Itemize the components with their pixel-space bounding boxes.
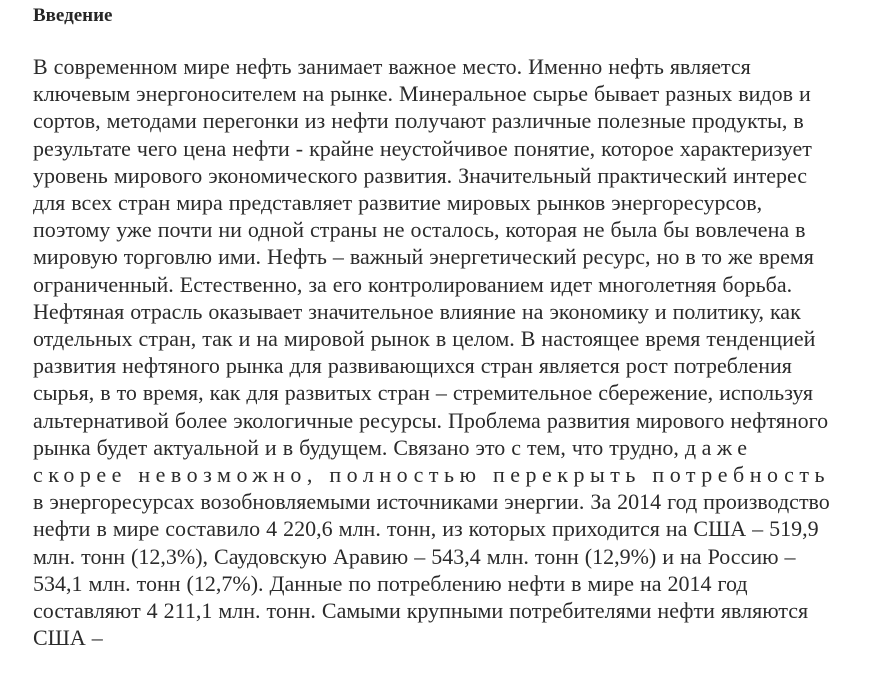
document-page	[33, 0, 843, 651]
section-heading: Введение	[33, 5, 113, 26]
paragraph-spaced-text: даже скорее невозможно, полностью перекрыть потребность	[33, 434, 830, 488]
paragraph-text-part-2: в энергоресурсах возобновляемыми источниками энергии. За 2014 год производство нефти в мире составило 4 220,6 млн. тонн, из которых приходится на США – 519,9 млн. тонн (12,3%), Саудовскую Аравию – 543,4 млн. тонн (12,9%) и на Россию – 534,1 млн. тонн (12,7%). Данные по потреблению нефти в мире на 2014 год составляют 4 211,1 млн. тонн. Самыми крупными потребителями нефти являются США –	[33, 489, 830, 651]
intro-paragraph	[33, 53, 843, 651]
paragraph-text-part-1: В современном мире нефть занимает важное место. Именно нефть является ключевым энергоносителем на рынке. Минеральное сырье бывает разных видов и сортов, методами перегонки из нефти получают различные полезные продукты, в результате чего цена нефти - крайне неустойчивое понятие, которое характеризует уровень мирового экономического развития. Значительный практический интерес для всех стран мира представляет развитие мировых рынков энергоресурсов, поэтому уже почти ни одной страны не осталось, которая не была бы вовлечена в мировую торговлю ими. Нефть – важный энергетический ресурс, но в то же время ограниченный. Естественно, за его контролированием идет многолетняя борьба. Нефтяная отрасль оказывает значительное влияние на экономику и политику, как отдельных стран, так и на мировой рынок в целом. В настоящее время тенденцией развития нефтяного рынка для развивающихся стран является рост потребления сырья, в то время, как для развитых стран – стремительное сбережение, используя альтернативой более экологичные ресурсы. Проблема развития мирового нефтяного рынка будет актуальной и в будущем. Связано это с тем, что трудно,	[33, 54, 829, 460]
